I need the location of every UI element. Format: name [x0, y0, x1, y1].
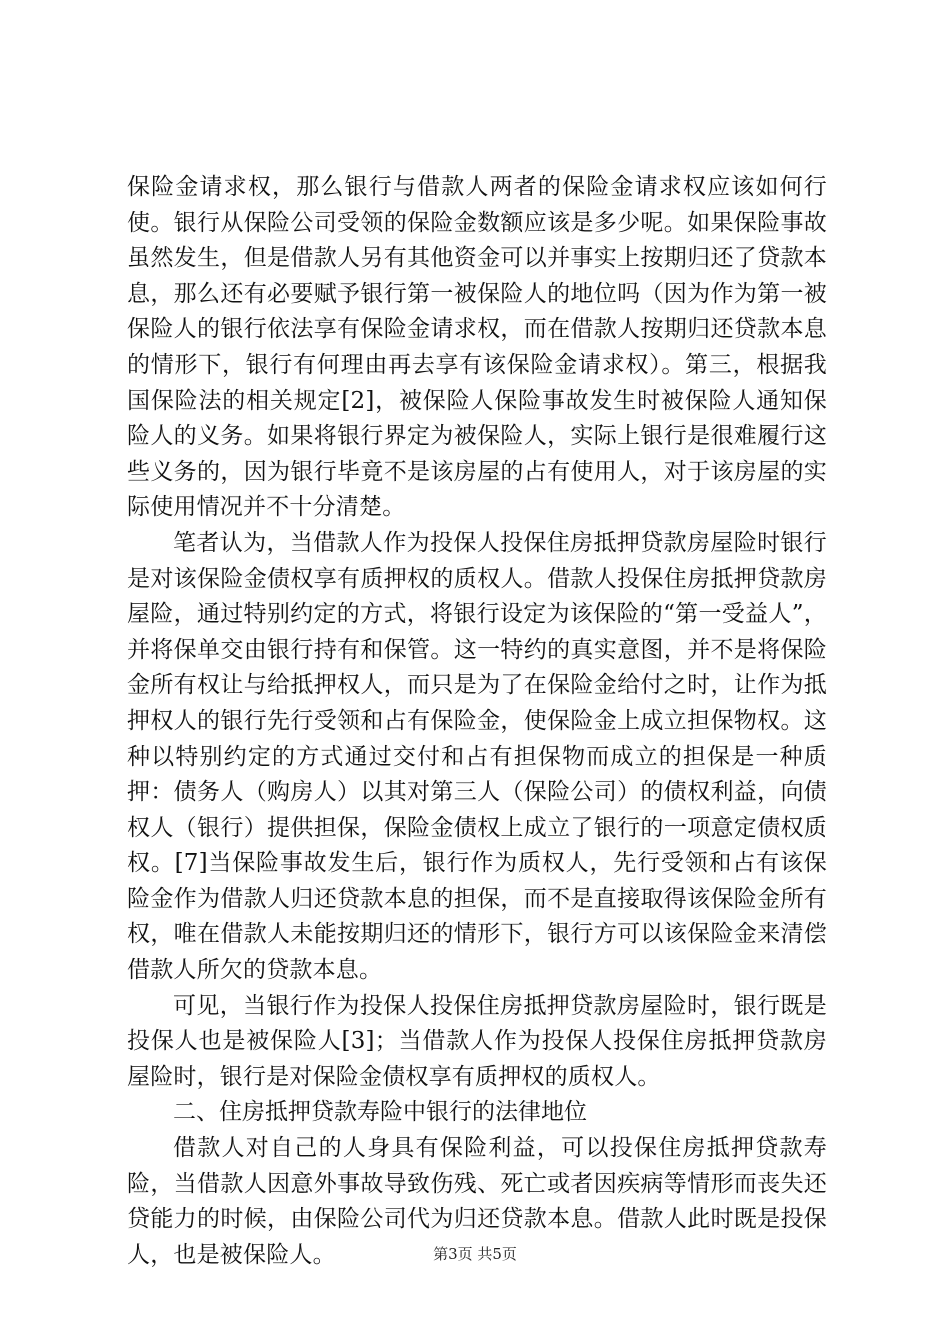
paragraph-4: 借款人对自己的人身具有保险利益，可以投保住房抵押贷款寿险，当借款人因意外事故导致伤残、死亡或者因疾病等情形而丧失还贷能力的时候，由保险公司代为归还贷款本息。借款人此时既是投保人，也是被保险人。: [127, 1135, 827, 1268]
paragraph-3: 可见，当银行作为投保人投保住房抵押贷款房屋险时，银行既是投保人也是被保险人[3]；当借款人作为投保人投保住房抵押贷款房屋险时，银行是对保险金债权享有质押权的质权人。: [127, 992, 827, 1090]
paragraph-1: 保险金请求权，那么银行与借款人两者的保险金请求权应该如何行使。银行从保险公司受领的保险金数额应该是多少呢。如果保险事故虽然发生，但是借款人另有其他资金可以并事实上按期归还了贷款本息，那么还有必要赋予银行第一被保险人的地位吗（因为作为第一被保险人的银行依法享有保险金请求权，而在借款人按期归还贷款本息的情形下，银行有何理由再去享有该保险金请求权）。第三，根据我国保险法的相关规定[2]，被保险人保险事故发生时被保险人通知保险人的义务。如果将银行界定为被保险人，实际上银行是很难履行这些义务的，因为银行毕竟不是该房屋的占有使用人，对于该房屋的实际使用情况并不十分清楚。: [127, 174, 827, 521]
page-number-footer: 第3页 共5页: [433, 1245, 517, 1263]
paragraph-2: 笔者认为，当借款人作为投保人投保住房抵押贷款房屋险时银行是对该保险金债权享有质押权的质权人。借款人投保住房抵押贷款房屋险，通过特别约定的方式，将银行设定为该保险的“第一受益人”，并将保单交由银行持有和保管。这一特约的真实意图，并不是将保险金所有权让与给抵押权人，而只是为了在保险金给付之时，让作为抵押权人的银行先行受领和占有保险金，使保险金上成立担保物权。这种以特别约定的方式通过交付和占有担保物而成立的担保是一种质押：债务人（购房人）以其对第三人（保险公司）的债权利益，向债权人（银行）提供担保，保险金债权上成立了银行的一项意定债权质权。[7]当保险事故发生后，银行作为质权人，先行受领和占有该保险金作为借款人归还贷款本息的担保，而不是直接取得该保险金所有权，唯在借款人未能按期归还的情形下，银行方可以该保险金来清偿借款人所欠的贷款本息。: [127, 529, 827, 984]
document-body: [127, 170, 827, 1273]
section-heading: 二、住房抵押贷款寿险中银行的法律地位: [173, 1099, 587, 1126]
